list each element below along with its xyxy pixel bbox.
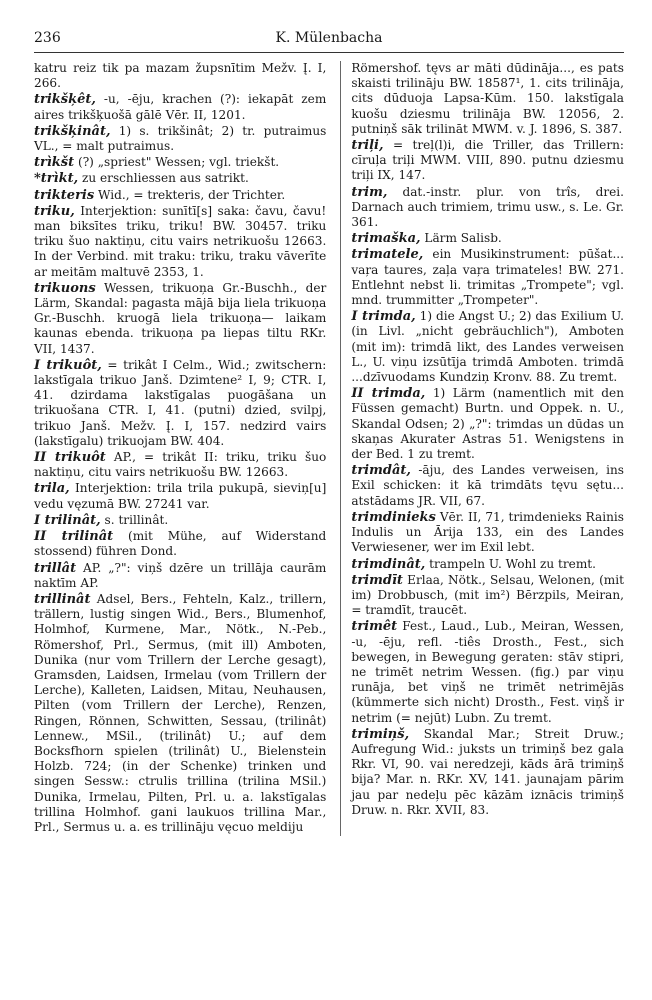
page-title: K. Mülenbacha bbox=[275, 30, 383, 46]
dictionary-entry bbox=[34, 204, 326, 280]
page-header bbox=[34, 28, 624, 53]
entry-lemma: trimdinieks bbox=[351, 509, 436, 525]
dictionary-entry bbox=[351, 573, 624, 619]
entry-definition: Fest., Laud., Lub., Meiran, Wessen, -u, -ēju, refl. -tiês Drosth., Fest., sich bewegen, in Bewegung geraten: stāv stipri, ne trimēt netrim Wessen. (fig.) par viņu runāja, bet viņš ne trimēt netrimējās (kümmerte sich nicht) Drosth., Fest. viņš ir netrim (= nejūt) Lubn. Zu tremt. bbox=[351, 619, 624, 725]
entry-definition: = treļ(l)i, die Triller, das Trillern: cīruļa triļi MWM. VIII, 890. putnu dziesmu triļi IX, 147. bbox=[351, 138, 624, 183]
dictionary-entry bbox=[351, 138, 624, 184]
entry-definition: Interjektion: trila trila pukupā, sieviņ[u] vedu vęzumā BW. 27241 var. bbox=[34, 481, 327, 511]
entry-lemma: trimdīt bbox=[351, 572, 403, 588]
entry-definition: trampeln U. Wohl zu tremt. bbox=[429, 556, 597, 571]
entry-definition: AP., = trikât II: triku, triku šuo naktiņu, citu vairs netrikuošu BW. 12663. bbox=[34, 450, 327, 480]
entry-definition: Adsel, Bers., Fehteln, Kalz., trillern, trällern, lustig singen Wid., Bers., Blumenhof, Holmhof, Kurmene, Mar., Nötk., N.-Peb., Römershof, Prl., Sermus, (mit ill) Amboten, Dunika (nur vom Trillern der Lerche gesagt), Gramsden, Laidsen, Irmelau (vom Trillern der Lerche), Kalleten, Laidsen, Mitau, Neuhausen, Pilten (vom Trillern der Lerche), Renzen, Ringen, Rönnen, Schwitten, Sessau, (trilinât) Lennew., MSil., (trilinât) U.; auf dem Bocksfhorn spielen (trilinât) U., Bielenstein Holzb. 724; (in der Schenke) trinken und singen Sessw.: ctrulis trillina (trilina MSil.) Dunika, Irmelau, Pilten, Prl. u. a. lakstīgalas trillina Holmhof. gani laukuos trillina Mar., Prl., Sermus u. a. es trillināju vęcuo meldiju bbox=[34, 591, 327, 834]
left-column bbox=[34, 61, 326, 836]
dictionary-entry bbox=[34, 188, 326, 203]
entry-lemma: II trilinât bbox=[34, 529, 114, 545]
entry-definition: Römershof. tęvs ar māti dūdināja..., es pats skaisti trilināju BW. 18587¹, 1. cits trilināja, cits dūduoja Lapsa-Kūm. 150. lakstīgala kuošu dziesmu trilināja BW. 12056, 2. putniņš sāk trilināt MWM. v. J. 1896, S. 387. bbox=[351, 61, 624, 136]
dictionary-entry bbox=[351, 231, 624, 246]
entry-lemma: trikšķêt, bbox=[34, 92, 96, 108]
dictionary-entry bbox=[351, 510, 624, 556]
entry-lemma: trillât bbox=[34, 560, 77, 576]
dictionary-entry bbox=[351, 557, 624, 572]
dictionary-entry bbox=[34, 529, 326, 559]
entry-definition: dat.-instr. plur. von trîs, drei. Darnach auch trimiem, trimu usw., s. Le. Gr. 361. bbox=[351, 184, 624, 230]
dictionary-entry bbox=[34, 124, 326, 154]
entry-definition: Wessen, trikuoņa Gr.-Buschh., der Lärm, Skandal: pagasta mājā bija liela trikuoņa Gr.-Buschh. kruogā liela trikuoņa— laikam kaunas ebenda. trikuoņa pa liepas tiltu RKr. VII, 1437. bbox=[34, 280, 327, 356]
dictionary-entry bbox=[34, 358, 326, 449]
entry-definition: zu erschliessen aus satrikt. bbox=[82, 171, 249, 186]
entry-definition: s. trillinât. bbox=[104, 512, 169, 527]
dictionary-entry bbox=[351, 309, 624, 385]
entry-definition: -u, -ēju, krachen (?): iekapāt zem aires trikšķuošā gālē Vēr. II, 1201. bbox=[34, 92, 327, 122]
entry-lemma: trìkšt bbox=[34, 155, 75, 171]
dictionary-entry bbox=[34, 281, 326, 357]
entry-definition: -āju, des Landes verweisen, ins Exil schicken: it kā trimdāts tęvu sętu... atstādams JR. VII, 67. bbox=[351, 463, 624, 508]
entry-definition: ein Musikinstrument: pūšat... vaŗa taures, zaļa vaŗa trimateles! BW. 271. Entlehnt nebst li. trimitas „Trompete"; vgl. mnd. trummitter „Trompeter". bbox=[351, 247, 624, 308]
entry-lemma: I trilinât, bbox=[34, 512, 101, 528]
entry-definition: Skandal Mar.; Streit Druw.; Aufregung Wid.: juksts un trimiņš bez gala Rkr. VI, 90. vai neredzeji, kāds ārā trimiņš bija? Mar. n. RKr. XV, 141. jaunajam pārim jau par nedeļu pēc kāzām iznācis trimiņš Druw. n. Rkr. XVII, 83. bbox=[351, 726, 624, 817]
entry-definition: (?) „spriest" Wessen; vgl. triekšt. bbox=[77, 155, 280, 170]
entry-lemma: trimdinât, bbox=[351, 556, 426, 572]
entry-definition: Wid., = trekteris, der Trichter. bbox=[98, 187, 286, 202]
dictionary-entry bbox=[351, 247, 624, 308]
entry-lemma: trimatele, bbox=[351, 247, 424, 263]
dictionary-entry bbox=[351, 463, 624, 509]
right-column bbox=[340, 61, 624, 836]
entry-definition: katru reiz tik pa mazam župsnītim Mežv. Į. I, 266. bbox=[34, 61, 327, 91]
dictionary-entry bbox=[34, 481, 326, 511]
dictionary-entry bbox=[34, 155, 326, 170]
entry-definition: AP. „?": viņš dzēre un trillāja caurām naktīm AP. bbox=[34, 560, 327, 590]
entry-lemma: I trimda, bbox=[351, 309, 416, 325]
dictionary-entry bbox=[351, 727, 624, 818]
entry-lemma: trimêt bbox=[351, 619, 398, 635]
entry-definition: 1) s. trikšinât; 2) tr. putraimus VL., = malt putraimus. bbox=[34, 123, 327, 154]
dictionary-entry bbox=[34, 92, 326, 122]
columns bbox=[34, 61, 624, 836]
entry-lemma: *trìkt, bbox=[34, 171, 79, 187]
entry-lemma: trillinât bbox=[34, 591, 91, 607]
entry-lemma: trikšķinât, bbox=[34, 123, 111, 139]
entry-definition: (mit Mühe, auf Widerstand stossend) führen Dond. bbox=[34, 529, 327, 559]
entry-lemma: trimiņš, bbox=[351, 726, 410, 742]
entry-definition: Vēr. II, 71, trimdenieks Rainis Indulis un Ārija 133, ein des Landes Verwiesener, wer im Exil lebt. bbox=[351, 509, 624, 555]
entry-lemma: II trimda, bbox=[351, 386, 426, 402]
entry-lemma: trila, bbox=[34, 481, 70, 497]
entry-definition: 1) die Angst U.; 2) das Exilium U. (in Livl. „nicht gebräuchlich"), Amboten (mit im): trimdā likt, des Landes verweisen L., U. viņu izsūtīja trimdā Amboten. trimdā ...dzīvuodams Kundziņ Kronv. 88. Zu tremt. bbox=[351, 309, 624, 385]
entry-lemma: I trikuôt, bbox=[34, 357, 102, 373]
dictionary-entry bbox=[351, 619, 624, 725]
entry-definition: Lärm Salisb. bbox=[424, 231, 502, 246]
dictionary-entry bbox=[34, 513, 326, 528]
entry-lemma: II trikuôt bbox=[34, 450, 106, 466]
dictionary-entry bbox=[34, 61, 326, 91]
dictionary-entry bbox=[351, 386, 624, 462]
dictionary-entry bbox=[34, 171, 326, 186]
dictionary-entry bbox=[351, 185, 624, 231]
page-number: 236 bbox=[34, 30, 61, 46]
entry-lemma: triļi, bbox=[351, 138, 384, 154]
entry-lemma: trikuons bbox=[34, 280, 96, 296]
entry-lemma: trikteris bbox=[34, 187, 95, 203]
entry-definition: 1) Lärm (namentlich mit den Füssen gemacht) Burtn. und Oppek. n. U., Skandal Odsen; 2) „?": trimdas un dūdas un skaņas Akurater Astras 51. Wenigstens in der Bed. 1 zu tremt. bbox=[351, 386, 624, 462]
entry-definition: = trikât I Celm., Wid.; zwitschern: lakstīgala trikuo Janš. Dzimtene² I, 9; CTR. I, 41. dzirdama lakstīgalas puogāšana un trikuošana CTR. I, 41. (putni) dzied, svilpj, trikuo Janš. Mežv. Į. I, 157. nedzird vairs (lakstīgalu) trikuojam BW. 404. bbox=[34, 357, 327, 448]
dictionary-entry bbox=[351, 61, 624, 137]
dictionary-entry bbox=[34, 561, 326, 591]
entry-lemma: trim, bbox=[351, 184, 388, 200]
entry-lemma: trimaška, bbox=[351, 231, 421, 247]
entry-definition: Erlaa, Nötk., Selsau, Welonen, (mit im) Drobbusch, (mit im²) Bērzpils, Meiran, = tramdīt, traucēt. bbox=[351, 572, 624, 618]
entry-definition: Interjektion: sunītī[s] saka: čavu, čavu! man biksītes triku, triku! BW. 30457. triku triku šuo naktiņu, citu vairs netrikuošu 12663. In der Verbind. mit traku: triku, traku vāverīte ar meitām maltuvē 2353, 1. bbox=[34, 203, 327, 279]
entry-lemma: triku, bbox=[34, 203, 75, 219]
entry-lemma: trimdât, bbox=[351, 463, 411, 479]
dictionary-entry bbox=[34, 592, 326, 835]
dictionary-entry bbox=[34, 450, 326, 480]
